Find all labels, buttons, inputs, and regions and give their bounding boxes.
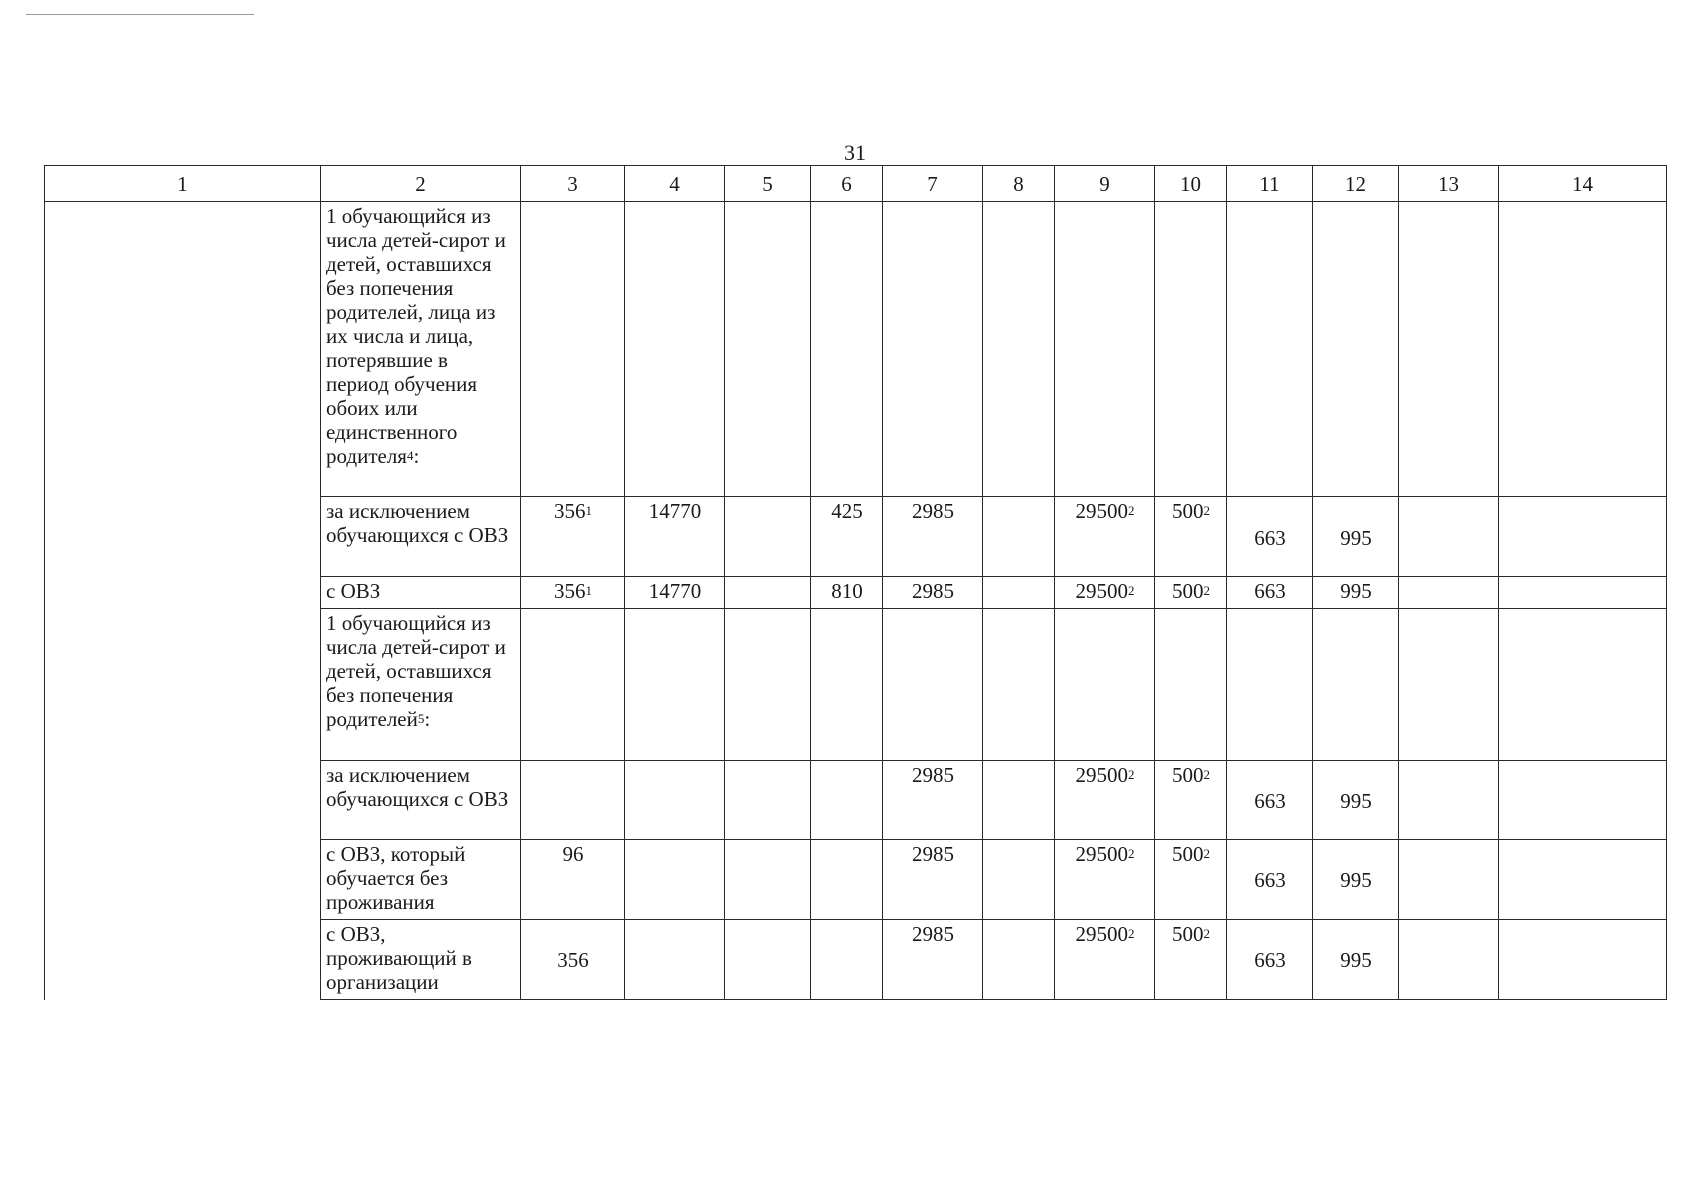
column-header: 1 (45, 166, 321, 202)
column-header: 11 (1227, 166, 1313, 202)
cell-col13 (1399, 577, 1499, 608)
cell-col13 (1399, 202, 1499, 497)
cell-col7: 2985 (883, 497, 983, 577)
cell-col8 (983, 202, 1055, 497)
row-description: 1 обучающийся из числа детей-сирот и детей, оставшихся без попечения родителей, лица из их числа и лица, потерявшие в период обучения обоих или единственного родителя$^4$: (321, 202, 521, 497)
cell-col7: 2985 (883, 577, 983, 608)
cell-col4: 14770 (625, 497, 725, 577)
cell-col10: $500^2$ (1155, 760, 1227, 839)
cell-col9: 29500$^2$ (1055, 760, 1155, 839)
cell-col13 (1399, 608, 1499, 760)
cell-col9: 29500$^2$ (1055, 577, 1155, 608)
cell-col8 (983, 839, 1055, 919)
column-header: 3 (521, 166, 625, 202)
cell-col5 (725, 839, 811, 919)
cell-col8 (983, 497, 1055, 577)
cell-col8 (983, 577, 1055, 608)
cell-col11: 663 (1227, 760, 1313, 839)
cell-col4: 14770 (625, 577, 725, 608)
row-description: с ОВЗ, проживающий в организации (321, 919, 521, 999)
cell-col8 (983, 919, 1055, 999)
column-1-cell (45, 202, 321, 1000)
cell-col14 (1499, 608, 1667, 760)
cell-col13 (1399, 760, 1499, 839)
cell-col12: 995 (1313, 919, 1399, 999)
cell-col5 (725, 608, 811, 760)
row-description: 1 обучающийся из числа детей-сирот и детей, оставшихся без попечения родителей$^5$: (321, 608, 521, 760)
cell-col6 (811, 760, 883, 839)
column-header: 14 (1499, 166, 1667, 202)
cell-col6: 425 (811, 497, 883, 577)
column-header: 8 (983, 166, 1055, 202)
cell-col4 (625, 919, 725, 999)
cell-col12: 995 (1313, 760, 1399, 839)
row-description: с ОВЗ, который обучается без проживания (321, 839, 521, 919)
cell-col10 (1155, 202, 1227, 497)
cell-col10 (1155, 608, 1227, 760)
cell-col14 (1499, 497, 1667, 577)
column-header: 12 (1313, 166, 1399, 202)
cell-col5 (725, 497, 811, 577)
cell-col10: $500^2$ (1155, 839, 1227, 919)
cell-col7: 2985 (883, 760, 983, 839)
cell-col13 (1399, 497, 1499, 577)
page-number: 31 (844, 140, 866, 165)
column-header: 2 (321, 166, 521, 202)
cell-col12 (1313, 202, 1399, 497)
cell-col5 (725, 760, 811, 839)
cell-col4 (625, 608, 725, 760)
column-header: 5 (725, 166, 811, 202)
cell-col3 (521, 608, 625, 760)
cell-col9 (1055, 202, 1155, 497)
cell-col3: $356^1$ (521, 577, 625, 608)
column-header: 13 (1399, 166, 1499, 202)
cell-col8 (983, 608, 1055, 760)
column-header: 9 (1055, 166, 1155, 202)
cell-col7 (883, 608, 983, 760)
cell-col11: 663 (1227, 919, 1313, 999)
cell-col9: 29500$^2$ (1055, 839, 1155, 919)
cell-col14 (1499, 760, 1667, 839)
top-rule (26, 14, 254, 15)
cell-col8 (983, 760, 1055, 839)
cell-col12: 995 (1313, 497, 1399, 577)
cell-col3 (521, 760, 625, 839)
cell-col11 (1227, 608, 1313, 760)
cell-col6 (811, 608, 883, 760)
cell-col13 (1399, 839, 1499, 919)
cell-col7: 2985 (883, 919, 983, 999)
row-description: за исключением обучающихся с ОВЗ (321, 497, 521, 577)
cell-col5 (725, 919, 811, 999)
cell-col7 (883, 202, 983, 497)
cell-col6 (811, 919, 883, 999)
cell-col6 (811, 839, 883, 919)
cell-col9: 29500$^2$ (1055, 919, 1155, 999)
column-header: 6 (811, 166, 883, 202)
budget-table (44, 165, 1667, 1000)
row-description: за исключением обучающихся с ОВЗ (321, 760, 521, 839)
cell-col12: 995 (1313, 577, 1399, 608)
cell-col5 (725, 577, 811, 608)
cell-col10: $500^2$ (1155, 577, 1227, 608)
cell-col3: $356^1$ (521, 497, 625, 577)
cell-col3: 356 (521, 919, 625, 999)
cell-col5 (725, 202, 811, 497)
cell-col13 (1399, 919, 1499, 999)
table-row (45, 202, 1667, 497)
cell-col11: 663 (1227, 839, 1313, 919)
cell-col6: 810 (811, 577, 883, 608)
cell-col4 (625, 202, 725, 497)
cell-col12: 995 (1313, 839, 1399, 919)
cell-col3: 96 (521, 839, 625, 919)
column-header: 10 (1155, 166, 1227, 202)
cell-col11 (1227, 202, 1313, 497)
cell-col7: 2985 (883, 839, 983, 919)
cell-col12 (1313, 608, 1399, 760)
header-row (45, 166, 1667, 202)
cell-col4 (625, 760, 725, 839)
column-header: 4 (625, 166, 725, 202)
cell-col6 (811, 202, 883, 497)
row-description: с ОВЗ (321, 577, 521, 608)
cell-col14 (1499, 202, 1667, 497)
cell-col11: 663 (1227, 577, 1313, 608)
cell-col10: $500^2$ (1155, 919, 1227, 999)
column-header: 7 (883, 166, 983, 202)
cell-col14 (1499, 839, 1667, 919)
cell-col9 (1055, 608, 1155, 760)
cell-col10: $500^2$ (1155, 497, 1227, 577)
cell-col3 (521, 202, 625, 497)
cell-col14 (1499, 919, 1667, 999)
cell-col4 (625, 839, 725, 919)
cell-col11: 663 (1227, 497, 1313, 577)
cell-col9: 29500$^2$ (1055, 497, 1155, 577)
cell-col14 (1499, 577, 1667, 608)
